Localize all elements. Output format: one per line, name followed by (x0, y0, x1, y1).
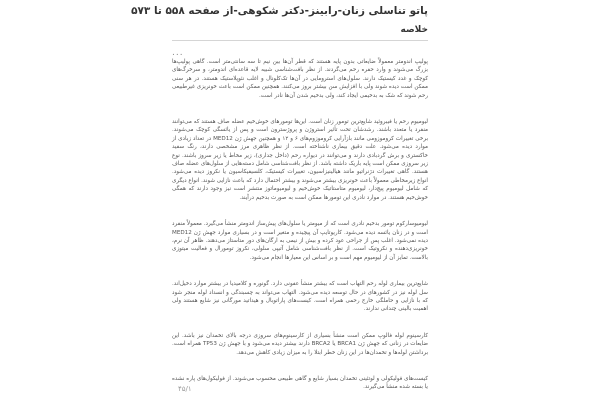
section-label: خلاصه (400, 25, 428, 35)
paragraph: لیومیوم رحم یا فیبروئید شایع‌ترین تومور زنان است. این‌ها تومورهای خوش‌خیم عضله صاف هستند که می‌توانند منفرد یا متعدد باشند. رشدشان تحت تأثیر استروژن و پروژسترون است و پس از یائسگی کوچک می‌شوند. برخی تغییرات کروموزومی مانند بازآرایی کروموزوم‌های ۶ و ۱۲ و همچنین جهش ژن MED12 در تعداد زیادی از موارد دیده می‌شود. علت دقیق بیماری ناشناخته است. از نظر ظاهری مرز مشخصی دارند، رنگ سفید خاکستری و برش گردبادی دارند و می‌توانند در دیواره رحم (داخل جداری)، زیر مخاط یا زیر سروز باشند. نوع زیر سروزی ممکن است پایه باریک داشته باشد. از نظر بافت‌شناسی شامل دسته‌هایی از سلول‌های عضله صاف هستند. گاهی تغییرات دژنراتیو مانند هیالینیزاسیون، تغییرات کیستیک، کلسیفیکاسیون یا نکروز دیده می‌شود. انواع زیرمخاطی معمولاً باعث خونریزی بیشتر می‌شوند و بیشتر احتمال دارد که باعث نازایی شوند. انواع دیگری که شامل لیومیوم پیچ‌دار، لیومیوم متاستاتیک خوش‌خیم و لیومیوماتوز منتشر است نیز وجود دارند که همگی خوش‌خیم هستند. در موارد نادری این تومورها ممکن است به صورت بدخیم درآیند. (172, 119, 428, 201)
section-header (172, 22, 428, 58)
more-options-icon[interactable]: ... (172, 48, 184, 58)
paragraph: لیومیوسارکوم تومور بدخیم نادری است که از میومتر یا سلول‌های پیش‌ساز اندومتر منشأ می‌گیرد. معمولاً منفرد است و در زنان یائسه دیده می‌شود. کاریوتایپ آن پیچیده و متغیر است و در بسیاری موارد جهش ژن MED12 دیده نمی‌شود. اغلب پس از جراحی عود کرده و بیش از نیمی به ارگان‌های دور متاستاز می‌دهند. ظاهر آن نرم، خونریزی‌دهنده و نکروتیک است. از نظر بافت‌شناسی شامل آتیپی سلولی، نکروز تومورال و فعالیت میتوزی بالاست. تمایز آن از لیومیوم مهم است و بر اساس این معیارها انجام می‌شود. (172, 221, 428, 261)
document-body (172, 58, 428, 410)
paragraph: کیست‌های فولیکولی و لوتئینی تخمدان بسیار شایع و گاهی طبیعی محسوب می‌شوند. از فولیکول‌های پاره نشده یا بسته شده منشأ می‌گیرند. (172, 375, 428, 391)
document-title: پاتو تناسلی زنان-رابینز-دکتر شکوهی-از صفحه ۵۵۸ تا ۵۷۳ (131, 5, 428, 17)
page-number: ۴۵/۱ (178, 385, 192, 393)
paragraph: پولیپ اندومتر معمولاً ضایعاتی بدون پایه هستند که قطر آن‌ها بین نیم تا سه سانتی‌متر است. گاهی پولیپ‌ها بزرگ می‌شوند و وارد حفره رحم می‌گردند. از نظر بافت‌شناسی شبیه لایه قاعده‌ای اندومتر، و سرخرگ‌های کوچک و غدد کیستیک دارند. سلول‌های استرومایی در آن‌ها تک‌کلونال و اغلب نئوپلاستیک هستند. در هر سنی ممکن است دیده شوند ولی با افزایش سن بیشتر بروز می‌کنند. همچنین ممکن است باعث خونریزی غیرطبیعی رحم شوند که شک به بدخیمی ایجاد کند، ولی بدخیم شدن آن‌ها نادر است. (172, 59, 428, 99)
paragraph: کارسینوم لوله فالوپ ممکن است منشأ بسیاری از کارسینوم‌های سروزی درجه بالای تخمدان نیز باشد. این ضایعات در زنانی که جهش ژن BRCA1 یا BRCA2 دارند بیشتر دیده می‌شود و با جهش ژن TP53 همراه است. برداشتن لوله‌ها و تخمدان‌ها در این زنان خطر ابتلا را به میزان زیادی کاهش می‌دهد. (172, 332, 428, 356)
paragraph: شایع‌ترین بیماری لوله رحم التهاب است که بیشتر منشأ عفونی دارد. گونوره و کلامیدیا در بیشتر موارد دخیل‌اند. سل لوله نیز در کشورهای در حال توسعه دیده می‌شود. التهاب می‌تواند به چسبندگی و انسداد لوله منجر شود که با نازایی و حاملگی خارج رحمی همراه است. کیست‌های پاراتوبال و هیداتید مورگانی نیز شایع هستند ولی اهمیت بالینی چندانی ندارند. (172, 281, 428, 313)
